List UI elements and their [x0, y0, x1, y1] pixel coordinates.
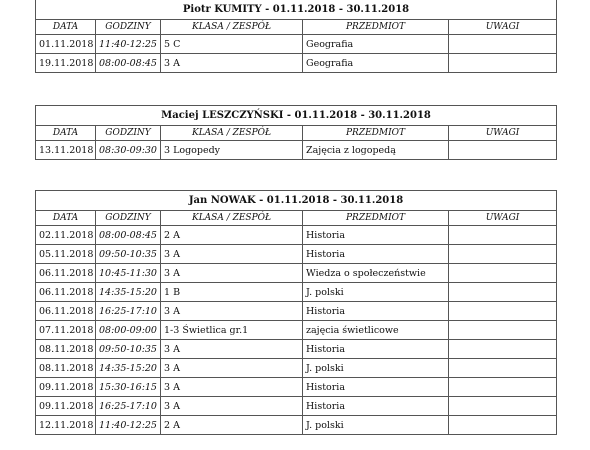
table-row — [36, 321, 557, 340]
table-row — [36, 226, 557, 245]
cell-date: 09.11.2018 — [36, 397, 96, 416]
column-header: PRZEDMIOT — [303, 126, 449, 141]
column-header: PRZEDMIOT — [303, 211, 449, 226]
cell-uwagi — [449, 283, 557, 302]
schedule-table-kumity — [35, 0, 557, 73]
cell-klasa: 1-3 Świetlica gr.1 — [161, 321, 303, 340]
column-header: KLASA / ZESPÓŁ — [161, 20, 303, 35]
column-header: DATA — [36, 126, 96, 141]
cell-date: 09.11.2018 — [36, 378, 96, 397]
cell-przedmiot: J. polski — [303, 283, 449, 302]
cell-przedmiot: Historia — [303, 340, 449, 359]
cell-uwagi — [449, 226, 557, 245]
cell-uwagi — [449, 35, 557, 54]
column-header: DATA — [36, 211, 96, 226]
cell-przedmiot: J. polski — [303, 416, 449, 435]
cell-przedmiot: Historia — [303, 245, 449, 264]
cell-klasa: 3 A — [161, 397, 303, 416]
column-header: UWAGI — [449, 20, 557, 35]
table-row — [36, 264, 557, 283]
cell-date: 08.11.2018 — [36, 359, 96, 378]
table-title: Jan NOWAK - 01.11.2018 - 30.11.2018 — [36, 191, 557, 211]
column-header: UWAGI — [449, 211, 557, 226]
cell-date: 08.11.2018 — [36, 340, 96, 359]
cell-uwagi — [449, 245, 557, 264]
cell-przedmiot: Geografia — [303, 35, 449, 54]
column-header: KLASA / ZESPÓŁ — [161, 211, 303, 226]
cell-klasa: 3 A — [161, 302, 303, 321]
cell-time: 16:25-17:10 — [96, 397, 161, 416]
cell-klasa: 5 C — [161, 35, 303, 54]
cell-date: 02.11.2018 — [36, 226, 96, 245]
cell-uwagi — [449, 302, 557, 321]
cell-przedmiot: Historia — [303, 378, 449, 397]
table-row — [36, 302, 557, 321]
cell-uwagi — [449, 397, 557, 416]
cell-time: 16:25-17:10 — [96, 302, 161, 321]
cell-time: 08:00-09:00 — [96, 321, 161, 340]
table-row — [36, 359, 557, 378]
cell-date: 06.11.2018 — [36, 264, 96, 283]
cell-time: 08:00-08:45 — [96, 54, 161, 73]
cell-klasa: 3 A — [161, 54, 303, 73]
cell-przedmiot: Historia — [303, 302, 449, 321]
cell-przedmiot: Historia — [303, 226, 449, 245]
cell-przedmiot: Historia — [303, 397, 449, 416]
cell-uwagi — [449, 340, 557, 359]
cell-klasa: 1 B — [161, 283, 303, 302]
cell-klasa: 3 A — [161, 359, 303, 378]
cell-przedmiot: zajęcia świetlicowe — [303, 321, 449, 340]
table-row — [36, 378, 557, 397]
cell-klasa: 3 Logopedy — [161, 141, 303, 160]
table-row — [36, 416, 557, 435]
cell-klasa: 2 A — [161, 226, 303, 245]
cell-time: 11:40-12:25 — [96, 35, 161, 54]
table-row — [36, 54, 557, 73]
cell-time: 10:45-11:30 — [96, 264, 161, 283]
cell-date: 13.11.2018 — [36, 141, 96, 160]
cell-uwagi — [449, 141, 557, 160]
cell-klasa: 3 A — [161, 264, 303, 283]
cell-przedmiot: Geografia — [303, 54, 449, 73]
column-header: GODZINY — [96, 211, 161, 226]
column-header: GODZINY — [96, 126, 161, 141]
table-row — [36, 245, 557, 264]
column-header: UWAGI — [449, 126, 557, 141]
column-header: KLASA / ZESPÓŁ — [161, 126, 303, 141]
cell-przedmiot: J. polski — [303, 359, 449, 378]
cell-date: 05.11.2018 — [36, 245, 96, 264]
cell-time: 15:30-16:15 — [96, 378, 161, 397]
cell-uwagi — [449, 359, 557, 378]
cell-time: 08:00-08:45 — [96, 226, 161, 245]
table-row — [36, 35, 557, 54]
table-title: Piotr KUMITY - 01.11.2018 - 30.11.2018 — [36, 0, 557, 20]
cell-date: 07.11.2018 — [36, 321, 96, 340]
cell-time: 08:30-09:30 — [96, 141, 161, 160]
cell-date: 19.11.2018 — [36, 54, 96, 73]
cell-uwagi — [449, 264, 557, 283]
cell-przedmiot: Wiedza o społeczeństwie — [303, 264, 449, 283]
cell-time: 09:50-10:35 — [96, 245, 161, 264]
cell-time: 11:40-12:25 — [96, 416, 161, 435]
cell-klasa: 2 A — [161, 416, 303, 435]
table-row — [36, 397, 557, 416]
cell-date: 12.11.2018 — [36, 416, 96, 435]
schedule-table-nowak — [35, 190, 557, 435]
table-row — [36, 141, 557, 160]
table-title: Maciej LESZCZYŃSKI - 01.11.2018 - 30.11.2018 — [36, 106, 557, 126]
cell-klasa: 3 A — [161, 245, 303, 264]
schedule-table-leszczynski — [35, 105, 557, 160]
column-header: GODZINY — [96, 20, 161, 35]
cell-uwagi — [449, 378, 557, 397]
table-row — [36, 340, 557, 359]
cell-date: 01.11.2018 — [36, 35, 96, 54]
cell-uwagi — [449, 321, 557, 340]
cell-time: 09:50-10:35 — [96, 340, 161, 359]
cell-time: 14:35-15:20 — [96, 283, 161, 302]
cell-przedmiot: Zajęcia z logopedą — [303, 141, 449, 160]
cell-date: 06.11.2018 — [36, 283, 96, 302]
cell-klasa: 3 A — [161, 378, 303, 397]
table-row — [36, 283, 557, 302]
cell-time: 14:35-15:20 — [96, 359, 161, 378]
column-header: DATA — [36, 20, 96, 35]
cell-uwagi — [449, 54, 557, 73]
cell-uwagi — [449, 416, 557, 435]
cell-klasa: 3 A — [161, 340, 303, 359]
cell-date: 06.11.2018 — [36, 302, 96, 321]
column-header: PRZEDMIOT — [303, 20, 449, 35]
